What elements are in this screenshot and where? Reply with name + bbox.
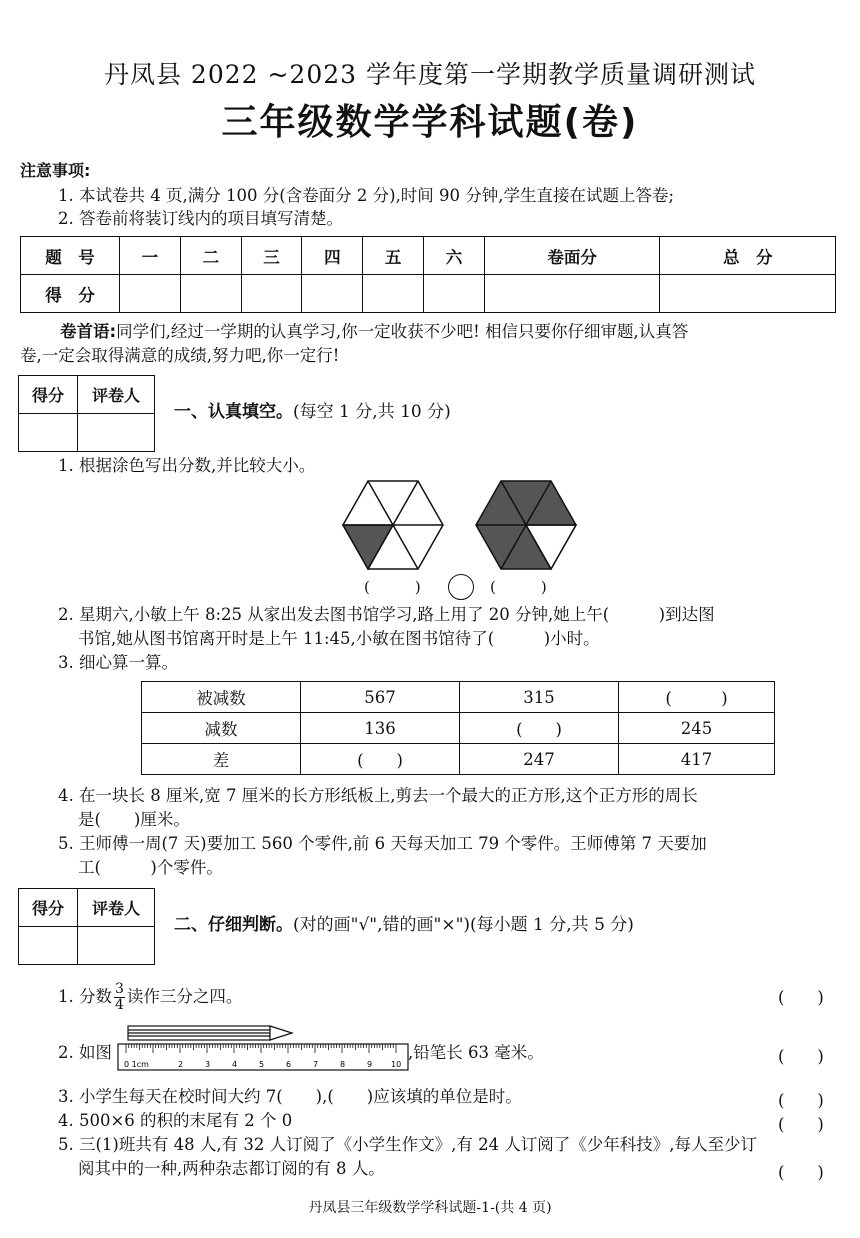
notes-item-1: 1. 本试卷共 4 页,满分 100 分(含卷面分 2 分),时间 90 分钟,学生直接在试题上答卷; <box>58 186 675 205</box>
s1-question-3: 3. 细心算一算。 <box>58 653 178 672</box>
section-2-heading <box>174 914 634 936</box>
s1-question-4-line-2: 是( )厘米。 <box>78 810 190 829</box>
ruler-label: 3 <box>205 1060 211 1069</box>
section-1-heading <box>174 401 451 423</box>
hexagon-figures <box>340 478 580 578</box>
table-cell: 315 <box>460 682 619 713</box>
hexagon-left <box>343 481 443 569</box>
grader-score-cell[interactable] <box>19 927 78 965</box>
grader-box-2 <box>18 888 155 965</box>
grader-name-cell[interactable] <box>78 927 155 965</box>
score-header-cell: 五 <box>363 237 424 275</box>
notes-item-2: 2. 答卷前将装订线内的项目填写清楚。 <box>58 209 343 228</box>
page-footer: 丹凤县三年级数学学科试题-1-(共 4 页) <box>308 1200 552 1216</box>
score-header-cell: 三 <box>241 237 302 275</box>
fraction-three-quarters <box>114 982 125 1013</box>
score-cell[interactable] <box>120 275 181 313</box>
score-header-cell: 二 <box>180 237 241 275</box>
score-row-label: 得 分 <box>21 275 120 313</box>
answer-paren-2[interactable]: ( ) <box>778 1047 824 1066</box>
grader-box-1 <box>18 375 155 452</box>
table-cell: 被减数 <box>142 682 301 713</box>
s1-question-5-line-2: 工( )个零件。 <box>78 858 223 877</box>
s2-q2-suffix: ,铅笔长 63 毫米。 <box>408 1043 544 1062</box>
preface-text: 同学们,经过一学期的认真学习,你一定收获不少吧! 相信只要你仔细审题,认真答 <box>116 322 689 341</box>
score-header-cell: 题 号 <box>21 237 120 275</box>
preface-line-2: 卷,一定会取得满意的成绩,努力吧,你一定行! <box>20 346 340 365</box>
score-header-cell: 卷面分 <box>484 237 660 275</box>
section-1-note: (每空 1 分,共 10 分) <box>293 402 451 422</box>
score-header-cell: 一 <box>120 237 181 275</box>
grader-score-label: 得分 <box>19 889 78 927</box>
answer-paren-4[interactable]: ( ) <box>778 1115 824 1134</box>
ruler-label: 6 <box>286 1060 292 1069</box>
score-header-cell: 六 <box>424 237 485 275</box>
fraction-numerator: 3 <box>115 981 124 997</box>
pencil-icon <box>128 1026 292 1040</box>
s2-question-5-line-1: 5. 三(1)班共有 48 人,有 32 人订阅了《小学生作文》,有 24 人订阅了《少年科技》,每人至少订 <box>58 1135 758 1154</box>
ruler-label: 9 <box>367 1060 373 1069</box>
s1-question-1: 1. 根据涂色写出分数,并比较大小。 <box>58 456 316 475</box>
answer-paren-1[interactable]: ( ) <box>778 988 824 1007</box>
ruler-label: 2 <box>178 1060 184 1069</box>
score-header-cell: 四 <box>302 237 363 275</box>
pencil-ruler-figure <box>116 1022 410 1074</box>
preface-label: 卷首语: <box>60 322 117 341</box>
s1-question-2-line-2: 书馆,她从图书馆离开时是上午 11:45,小敏在图书馆待了( )小时。 <box>78 629 600 648</box>
compare-circle[interactable] <box>448 574 474 600</box>
table-blank-cell[interactable]: ( ) <box>460 713 619 744</box>
section-1-title: 一、认真填空。 <box>174 402 293 422</box>
table-cell: 减数 <box>142 713 301 744</box>
score-header-cell: 总 分 <box>660 237 836 275</box>
table-cell: 差 <box>142 744 301 775</box>
ruler-label: 8 <box>340 1060 346 1069</box>
ruler-label: 7 <box>313 1060 319 1069</box>
preface-line-1 <box>60 321 688 343</box>
ruler-label: 0 1cm <box>124 1060 149 1069</box>
s1-question-5-line-1: 5. 王师傅一周(7 天)要加工 560 个零件,前 6 天每天加工 79 个零件。王师傅第 7 天要加 <box>58 834 707 853</box>
answer-paren-3[interactable]: ( ) <box>778 1091 824 1110</box>
score-cell[interactable] <box>484 275 660 313</box>
exam-super-title: 丹凤县 2022 ~2023 学年度第一学期教学质量调研测试 <box>103 60 757 89</box>
section-2-title: 二、仔细判断。 <box>174 915 293 935</box>
s2-question-5-line-2: 阅其中的一种,两种杂志都订阅的有 8 人。 <box>78 1159 385 1178</box>
ruler-label: 4 <box>232 1060 238 1069</box>
s2-question-4: 4. 500×6 的积的末尾有 2 个 0 <box>58 1111 293 1130</box>
ruler-label: 5 <box>259 1060 265 1069</box>
table-cell: 245 <box>619 713 775 744</box>
score-cell[interactable] <box>424 275 485 313</box>
subtraction-table <box>141 681 775 775</box>
s2-q1-prefix: 1. 分数 <box>58 987 112 1006</box>
ruler-label: 10 <box>391 1060 402 1069</box>
s1-question-2-line-1: 2. 星期六,小敏上午 8:25 从家出发去图书馆学习,路上用了 20 分钟,她上午( )到达图 <box>58 605 715 624</box>
notes-heading: 注意事项: <box>20 161 91 180</box>
score-cell[interactable] <box>660 275 836 313</box>
grader-name-label: 评卷人 <box>78 376 155 414</box>
fraction-blank-left[interactable]: ( ) <box>364 578 421 596</box>
s2-q2-prefix: 2. 如图 <box>58 1043 112 1062</box>
exam-title: 三年级数学学科试题(卷) <box>221 102 639 143</box>
answer-paren-5[interactable]: ( ) <box>778 1163 824 1182</box>
table-cell: 247 <box>460 744 619 775</box>
table-cell: 136 <box>301 713 460 744</box>
s2-question-1 <box>58 982 242 1013</box>
grader-name-cell[interactable] <box>78 414 155 452</box>
s1-question-4-line-1: 4. 在一块长 8 厘米,宽 7 厘米的长方形纸板上,剪去一个最大的正方形,这个正方形的周长 <box>58 786 698 805</box>
s2-q1-suffix: 读作三分之四。 <box>126 987 243 1006</box>
s2-question-3: 3. 小学生每天在校时间大约 7( ),( )应该填的单位是时。 <box>58 1087 522 1106</box>
grader-score-label: 得分 <box>19 376 78 414</box>
score-cell[interactable] <box>363 275 424 313</box>
score-cell[interactable] <box>180 275 241 313</box>
fraction-blank-right[interactable]: ( ) <box>490 578 547 596</box>
score-table <box>20 236 836 313</box>
ruler-icon <box>118 1044 408 1070</box>
section-2-note: (对的画"√",错的画"×")(每小题 1 分,共 5 分) <box>293 915 634 935</box>
score-cell[interactable] <box>302 275 363 313</box>
score-cell[interactable] <box>241 275 302 313</box>
table-blank-cell[interactable]: ( ) <box>619 682 775 713</box>
fraction-denominator: 4 <box>115 997 124 1013</box>
table-cell: 567 <box>301 682 460 713</box>
hexagon-right <box>476 481 576 569</box>
grader-name-label: 评卷人 <box>78 889 155 927</box>
grader-score-cell[interactable] <box>19 414 78 452</box>
table-blank-cell[interactable]: ( ) <box>301 744 460 775</box>
table-cell: 417 <box>619 744 775 775</box>
